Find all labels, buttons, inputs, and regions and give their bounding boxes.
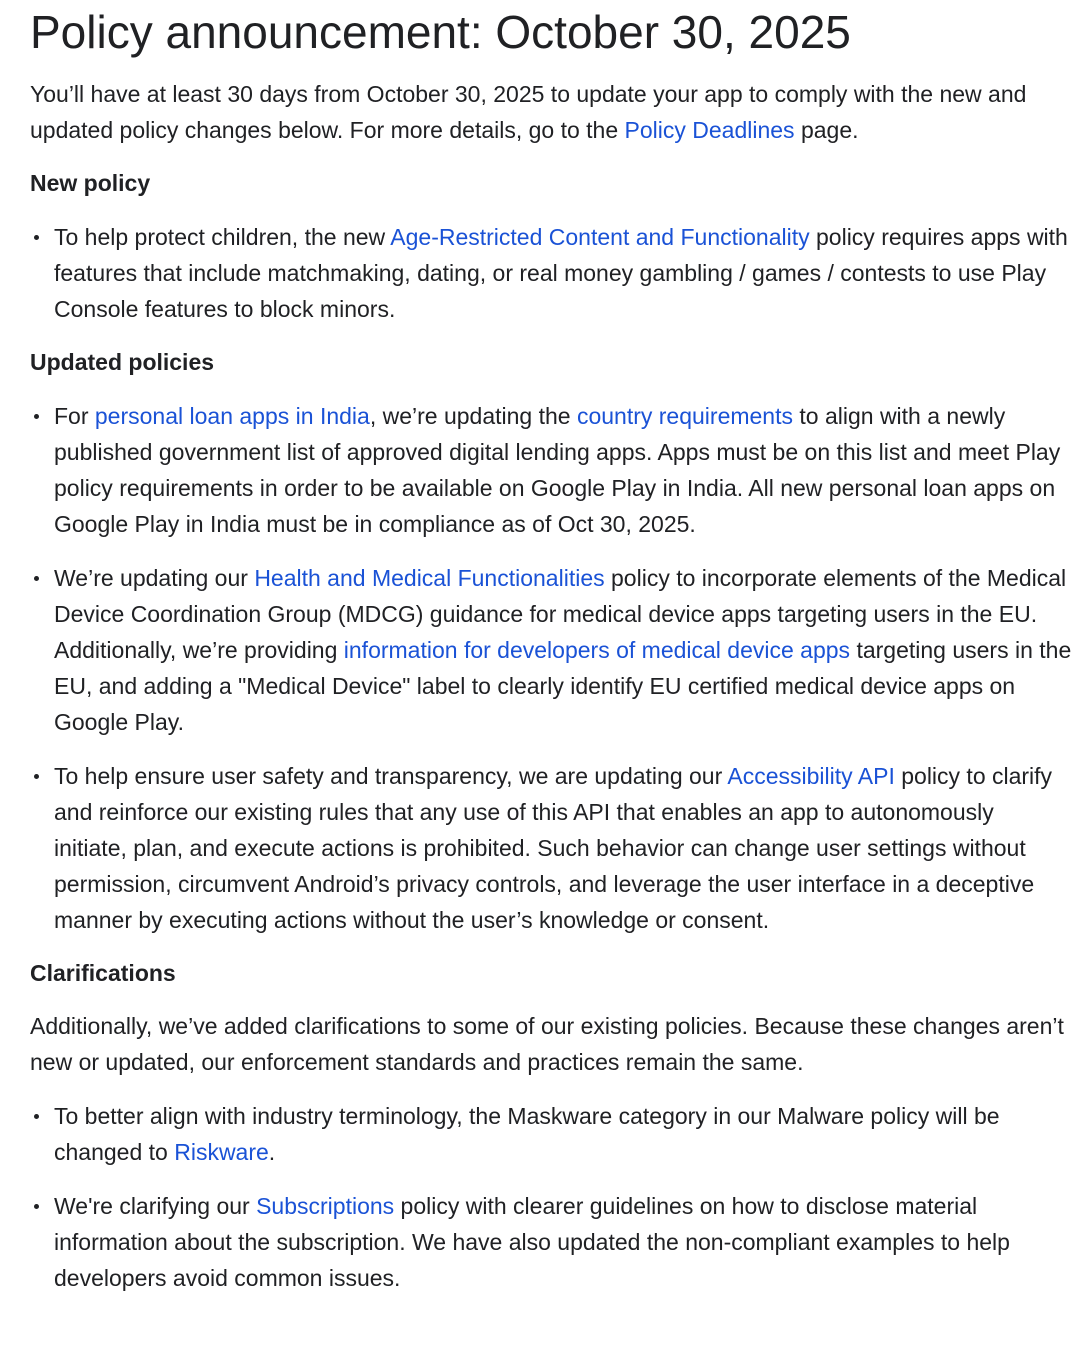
- item-text: targeting users in the EU, and adding a "Medical Device" label to clearly identify EU certified medical device apps on Google Play.: [54, 637, 1072, 735]
- list-item: [30, 1188, 1072, 1296]
- item-text: We’re updating our: [54, 565, 255, 591]
- list-item: [30, 219, 1072, 327]
- page-title: Policy announcement: October 30, 2025: [30, 6, 851, 58]
- new-policy-list: [30, 219, 1072, 327]
- item-text: to align with a newly published government list of approved digital lending apps. Apps must be on this list and meet Play policy requirements in order to be available on Google Play in India. All new personal loan apps on Google Play in India must be in compliance as of Oct 30, 2025.: [54, 403, 1061, 537]
- item-text: policy requires apps with features that include matchmaking, dating, or real money gambling / games / contests to use Play Console features to block minors.: [54, 224, 1068, 322]
- item-text: , we’re updating the: [369, 403, 577, 429]
- list-item: [30, 560, 1072, 740]
- item-text: policy to incorporate elements of the Medical Device Coordination Group (MDCG) guidance for medical device apps targeting users in the EU. Additionally, we’re providing: [54, 565, 1067, 663]
- item-text: policy with clearer guidelines on how to disclose material information about the subscription. We have also updated the non-compliant examples to help developers avoid common issues.: [54, 1193, 1010, 1291]
- age-restricted-content-link[interactable]: Age-Restricted Content and Functionality: [390, 224, 810, 250]
- item-text: We're clarifying our: [54, 1193, 257, 1219]
- personal-loan-apps-link[interactable]: personal loan apps in India: [94, 403, 370, 429]
- updated-policies-list: [30, 398, 1072, 938]
- country-requirements-link[interactable]: country requirements: [576, 403, 793, 429]
- list-item: [30, 1098, 1072, 1170]
- accessibility-api-link[interactable]: Accessibility API: [727, 763, 895, 789]
- intro-text-1: You’ll have at least 30 days from October 30, 2025 to update your app to comply with the new and updated policy changes below. For more details, go to the: [30, 81, 1027, 143]
- item-text: To better align with industry terminology, the Maskware category in our Malware policy will be changed to: [54, 1103, 1000, 1165]
- policy-deadlines-link[interactable]: Policy Deadlines: [624, 117, 795, 143]
- clarifications-intro: Additionally, we’ve added clarifications to some of our existing policies. Because these changes aren’t new or updated, our enforcement standards and practices remain the same.: [30, 1013, 1064, 1075]
- new-policy-heading: New policy: [30, 170, 151, 196]
- policy-announcement-page: [0, 3, 1080, 1296]
- subscriptions-link[interactable]: Subscriptions: [256, 1193, 395, 1219]
- item-text: policy to clarify and reinforce our existing rules that any use of this API that enables an app to autonomously initiate, plan, and execute actions is prohibited. Such behavior can change user settings without permission, circumvent Android’s privacy controls, and leverage the user interface in a deceptive manner by executing actions without the user’s knowledge or consent.: [54, 763, 1053, 933]
- list-item: [30, 758, 1072, 938]
- intro-paragraph: [30, 76, 1072, 148]
- medical-device-developers-link[interactable]: information for developers of medical device apps: [343, 637, 851, 663]
- clarifications-list: [30, 1098, 1072, 1296]
- riskware-link[interactable]: Riskware: [174, 1139, 269, 1165]
- list-item: [30, 398, 1072, 542]
- item-text: .: [268, 1139, 276, 1165]
- item-text: For: [54, 403, 95, 429]
- item-text: To help ensure user safety and transparency, we are updating our: [54, 763, 728, 789]
- updated-policies-heading: Updated policies: [30, 349, 215, 375]
- intro-text-2: page.: [794, 117, 859, 143]
- item-text: To help protect children, the new: [54, 224, 391, 250]
- clarifications-heading: Clarifications: [30, 960, 176, 986]
- health-medical-functionalities-link[interactable]: Health and Medical Functionalities: [254, 565, 605, 591]
